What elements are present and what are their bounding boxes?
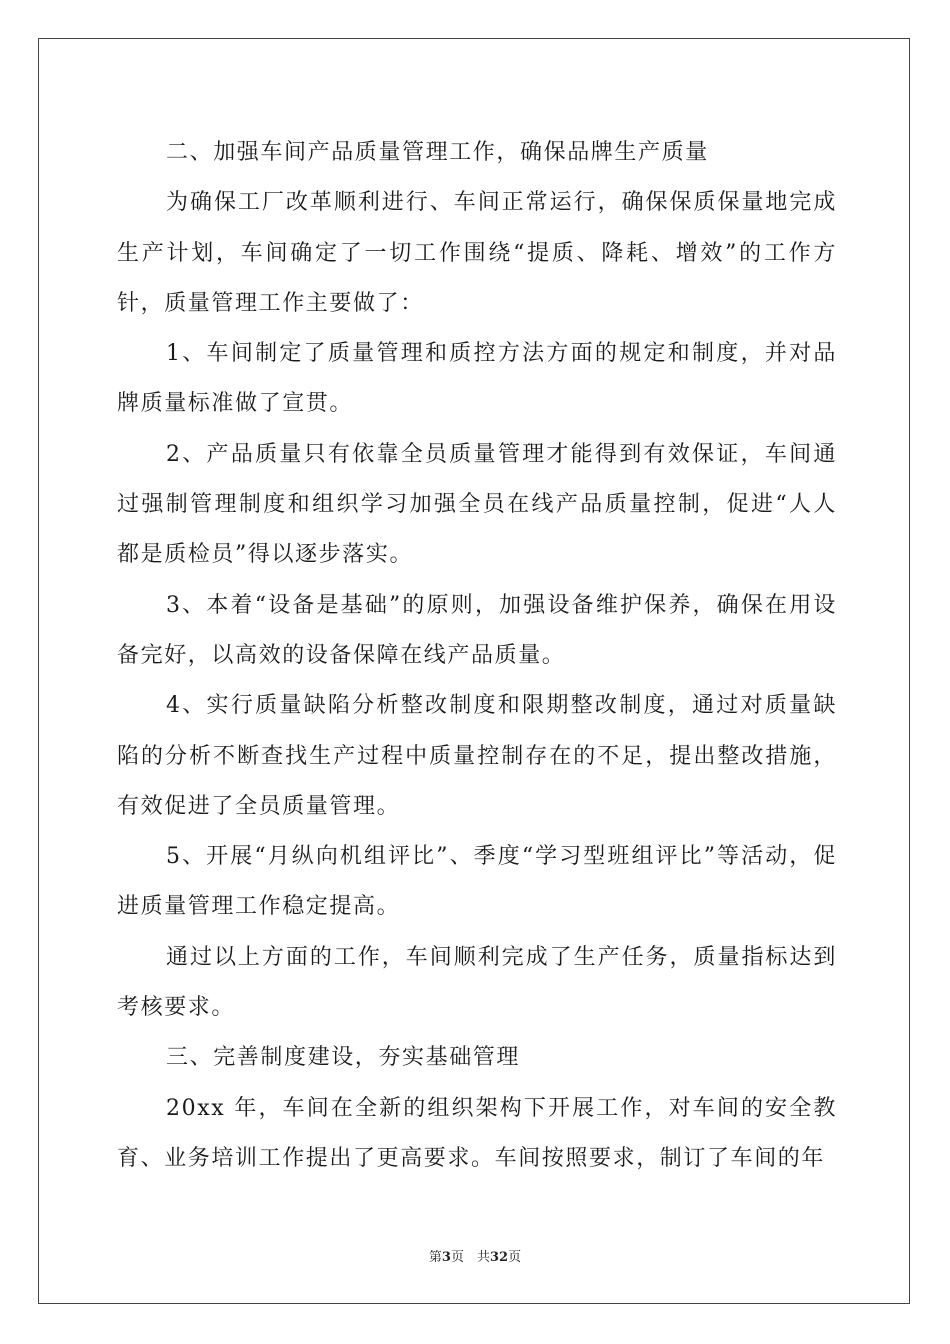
section-heading-quality: 二、加强车间产品质量管理工作，确保品牌生产质量 xyxy=(166,140,709,165)
paragraph-summary: 通过以上方面的工作，车间顺利完成了生产任务，质量指标达到考核要求。 xyxy=(117,944,837,1021)
list-item-4: 4、实行质量缺陷分析整改制度和限期整改制度，通过对质量缺陷的分析不断查找生产过程中质量控制存在的不足，提出整改措施，有效促进了全员质量管理。 xyxy=(117,693,837,819)
list-item-1: 1、车间制定了质量管理和质控方法方面的规定和制度，并对品牌质量标准做了宣贯。 xyxy=(117,341,837,417)
list-item-5: 5、开展“月纵向机组评比”、季度“学习型班组评比”等活动，促进质量管理工作稳定提高。 xyxy=(117,844,837,920)
page-footer xyxy=(0,1246,950,1265)
footer-current-page: 3 xyxy=(441,1250,451,1265)
footer-mid: 页 共 xyxy=(450,1250,490,1265)
paragraph-system: 20xx 年，车间在全新的组织架构下开展工作，对车间的安全教育、业务培训工作提出了更高要求。车间按照要求，制订了车间的年 xyxy=(117,1095,837,1171)
footer-total-pages: 32 xyxy=(489,1250,509,1265)
list-item-3: 3、本着“设备是基础”的原则，加强设备维护保养，确保在用设备完好，以高效的设备保障在线产品质量。 xyxy=(117,592,837,668)
footer-prefix: 第 xyxy=(428,1250,442,1265)
document-body xyxy=(117,128,837,1184)
section-heading-system: 三、完善制度建设，夯实基础管理 xyxy=(166,1045,521,1071)
footer-suffix: 页 xyxy=(508,1250,522,1265)
paragraph-intro: 为确保工厂改革顺利进行、车间正常运行，确保保质保量地完成生产计划，车间确定了一切工作围绕“提质、降耗、增效”的工作方针，质量管理工作主要做了： xyxy=(117,190,837,316)
list-item-2: 2、产品质量只有依靠全员质量管理才能得到有效保证，车间通过强制管理制度和组织学习加强全员在线产品质量控制，促进“人人都是质检员”得以逐步落实。 xyxy=(117,441,837,568)
